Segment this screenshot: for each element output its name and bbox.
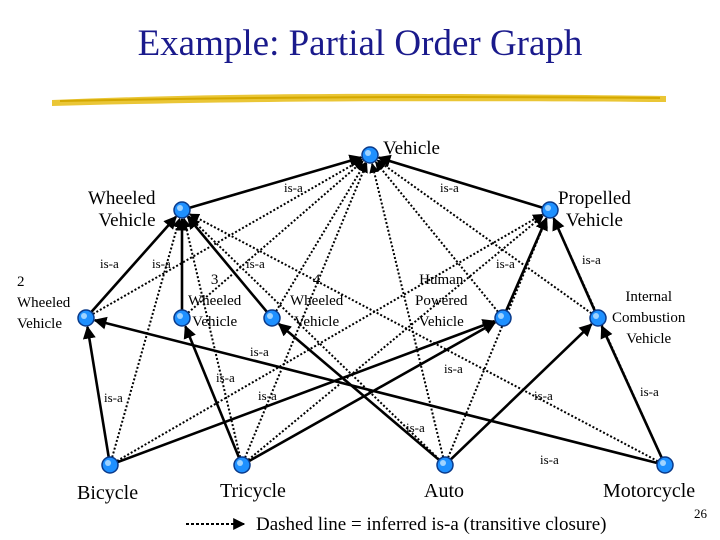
node-highlight	[440, 460, 446, 466]
node-label-vehicle: Vehicle	[383, 138, 440, 159]
isa-edge	[379, 158, 543, 208]
slide-title: Example: Partial Order Graph	[137, 23, 583, 64]
isa-label: is-a	[534, 388, 553, 403]
isa-label: is-a	[152, 256, 171, 271]
isa-edge	[190, 158, 362, 208]
node-highlight	[498, 313, 504, 319]
inferred-isa-edge	[184, 219, 240, 457]
isa-edge	[117, 321, 494, 462]
node-label-auto: Auto	[424, 480, 464, 502]
node-label-motorcycle: Motorcycle	[603, 480, 696, 502]
isa-label: is-a	[640, 384, 659, 399]
isa-label: is-a	[258, 388, 277, 403]
isa-label: is-a	[104, 390, 123, 405]
node-label-propelled: Propelled Vehicle	[558, 188, 631, 231]
node-highlight	[545, 205, 551, 211]
isa-label: is-a	[100, 256, 119, 271]
legend-text: Dashed line = inferred is-a (transitive closure)	[256, 514, 607, 535]
isa-label: is-a	[444, 361, 463, 376]
isa-label: is-a	[216, 370, 235, 385]
node-highlight	[593, 313, 599, 319]
node-highlight	[105, 460, 111, 466]
node-label-four: 4 Wheeled Vehicle	[290, 272, 344, 330]
isa-label: is-a	[284, 180, 303, 195]
node-highlight	[365, 150, 371, 156]
node-highlight	[267, 313, 273, 319]
node-label-three: 3 Wheeled Vehicle	[188, 272, 242, 330]
node-highlight	[177, 313, 183, 319]
node-label-ice: Internal Combustion Vehicle	[612, 289, 686, 347]
node-label-tricycle: Tricycle	[220, 480, 286, 502]
node-highlight	[81, 313, 87, 319]
isa-label: is-a	[496, 256, 515, 271]
node-highlight	[177, 205, 183, 211]
isa-label: is-a	[440, 180, 459, 195]
node-label-two: 2 Wheeled Vehicle	[17, 274, 71, 332]
isa-label: is-a	[406, 420, 425, 435]
isa-edge	[451, 324, 592, 459]
inferred-isa-edge	[377, 160, 591, 313]
isa-label: is-a	[540, 452, 559, 467]
node-highlight	[660, 460, 666, 466]
isa-label: is-a	[582, 252, 601, 267]
node-highlight	[237, 460, 243, 466]
node-label-bicycle: Bicycle	[77, 482, 139, 504]
isa-label: is-a	[250, 344, 269, 359]
node-label-wheeled: Wheeled Vehicle	[88, 188, 156, 231]
isa-label: is-a	[246, 256, 265, 271]
node-label-human: Human Powered Vehicle	[415, 272, 468, 330]
page-number: 26	[694, 506, 707, 521]
